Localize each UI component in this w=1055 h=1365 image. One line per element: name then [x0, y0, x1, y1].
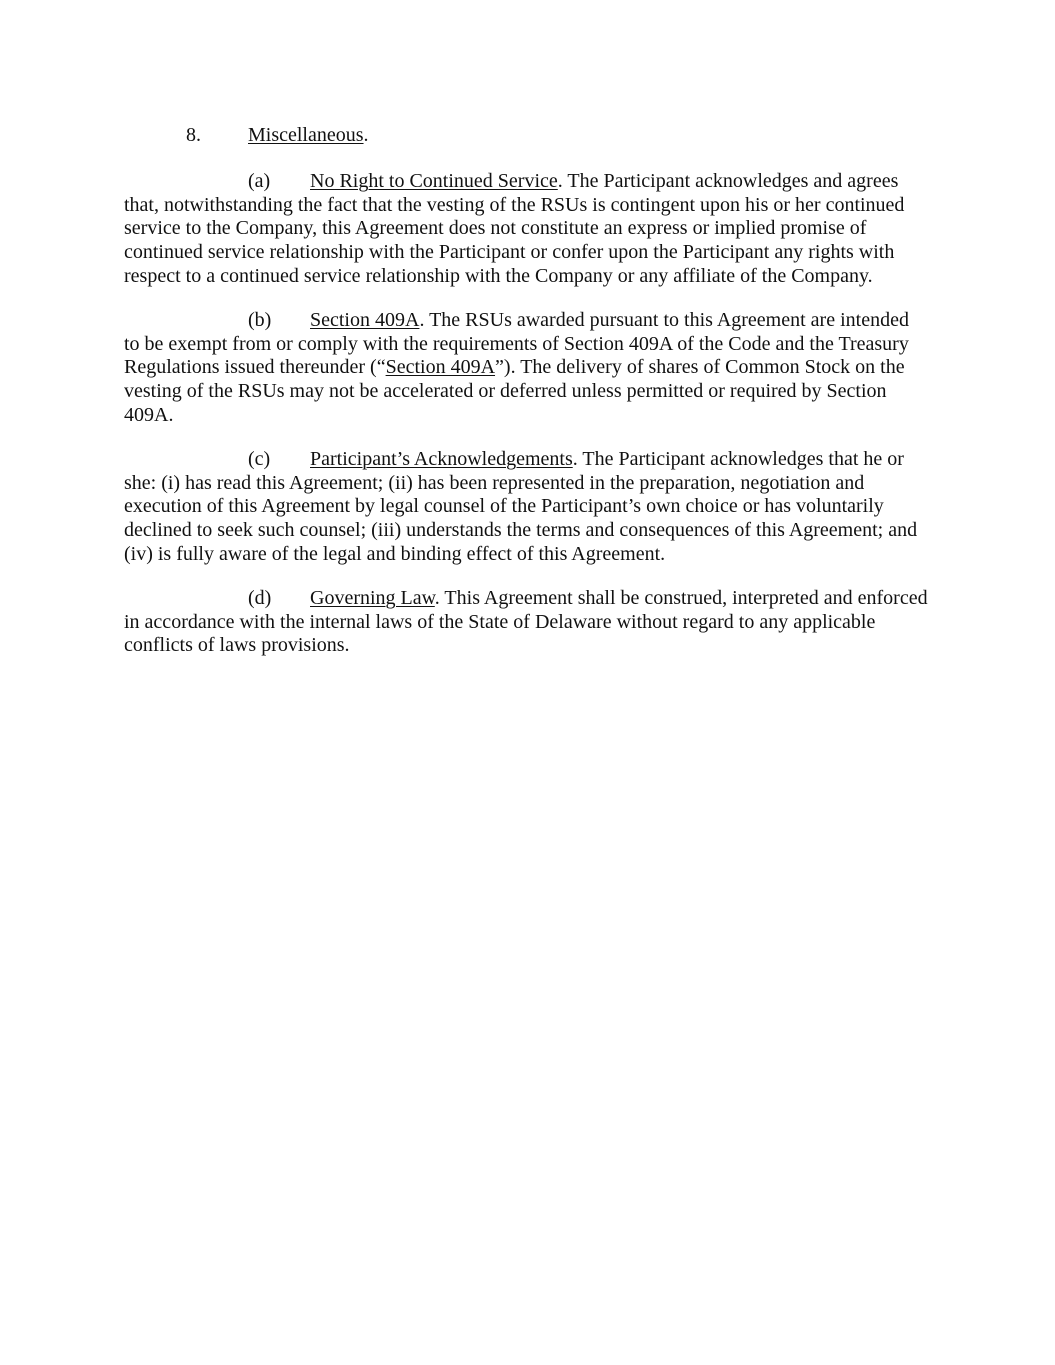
paragraph-label: (d) [248, 586, 272, 609]
paragraph-heading: No Right to Continued Service [310, 169, 558, 192]
paragraph-heading: Participant’s Acknowledgements [310, 447, 573, 470]
section-number: 8. [186, 124, 201, 146]
paragraph-label: (c) [248, 447, 271, 470]
paragraph-heading: Section 409A [310, 308, 420, 331]
paragraph-text: . The Participant acknowledges that he or she: (i) has read this Agreement; (ii) has been represented in the preparation, negotiation and execution of this Agreement by legal counsel of the Participant’s own choice or has voluntarily declined to seek such counsel; (iii) understands the terms and consequences of this Agreement; and (iv) is fully aware of the legal and binding effect of this Agreement. [124, 447, 918, 565]
paragraph-d [124, 587, 929, 658]
paragraph-a [124, 170, 929, 289]
defined-term: Section 409A [385, 356, 496, 379]
section-title-suffix: . [363, 124, 369, 146]
document-page [124, 124, 929, 678]
paragraph-text: . This Agreement shall be construed, interpreted and enforced in accordance with the internal laws of the State of Delaware without regard to any applicable conflicts of laws provisions. [124, 586, 928, 657]
paragraph-heading: Governing Law [310, 586, 435, 609]
paragraph-label: (b) [248, 308, 272, 331]
paragraph-text-continued: ”). The delivery of shares of Common Stock on the vesting of the RSUs may not be accelerated or deferred unless permitted or required by Section 409A. [124, 356, 905, 426]
paragraph-c [124, 448, 929, 567]
paragraph-label: (a) [248, 169, 271, 192]
section-title: Miscellaneous [248, 124, 364, 146]
paragraph-text: . The Participant acknowledges and agrees that, notwithstanding the fact that the vesting of the RSUs is contingent upon his or her continued service to the Company, this Agreement does not constitute an express or implied promise of continued service relationship with the Participant or confer upon the Participant any rights with respect to a continued service relationship with the Company or any affiliate of the Company. [124, 169, 905, 287]
paragraph-b [124, 309, 929, 428]
section-heading [124, 124, 929, 148]
paragraph-text: . The RSUs awarded pursuant to this Agreement are intended to be exempt from or comply with the requirements of Section 409A of the Code and the Treasury Regulations issued thereunder (“ [124, 308, 909, 379]
